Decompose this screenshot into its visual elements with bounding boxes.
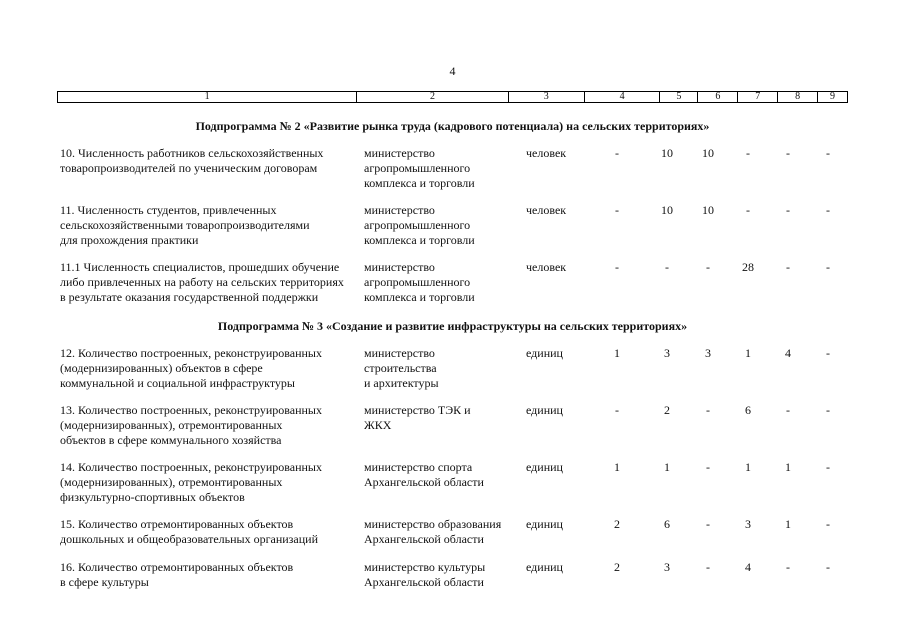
agency-line: министерство [364, 260, 435, 274]
value-col-6: - [706, 517, 710, 531]
unit: единиц [526, 517, 563, 531]
value-col-7: 4 [745, 560, 751, 574]
page-number: 4 [449, 64, 456, 78]
agency-line: министерство [364, 203, 435, 217]
value-col-4: 1 [614, 346, 620, 360]
indicator-name [60, 346, 358, 391]
unit: человек [526, 146, 567, 160]
header-col-8: 8 [778, 92, 818, 102]
indicator-name-line: 15. Количество отремонтированных объектов [60, 517, 294, 531]
value-col-8: - [786, 260, 790, 274]
value-col-7: 3 [745, 517, 751, 531]
value-col-9: - [826, 146, 830, 160]
indicator-name [60, 460, 358, 505]
header-col-4: 4 [585, 92, 661, 102]
header-col-1: 1 [58, 92, 357, 102]
responsible-agency [364, 203, 514, 248]
agency-line: комплекса и торговли [364, 290, 475, 304]
indicator-name-line: физкультурно-спортивных объектов [60, 490, 245, 504]
agency-line: Архангельской области [364, 475, 484, 489]
header-col-2: 2 [357, 92, 509, 102]
agency-line: агропромышленного [364, 218, 471, 232]
header-col-3: 3 [509, 92, 585, 102]
agency-line: министерство [364, 346, 435, 360]
indicator-name-line: в результате оказания государственной поддержки [60, 290, 319, 304]
agency-line: министерство [364, 146, 435, 160]
value-col-4: 1 [614, 460, 620, 474]
value-col-7: - [746, 146, 750, 160]
indicator-name-line: 13. Количество построенных, реконструированных [60, 403, 322, 417]
indicator-name [60, 403, 358, 448]
value-col-8: - [786, 403, 790, 417]
value-col-6: 10 [702, 146, 714, 160]
indicator-name [60, 203, 358, 248]
value-col-9: - [826, 517, 830, 531]
responsible-agency [364, 460, 514, 490]
header-col-5: 5 [660, 92, 698, 102]
unit: единиц [526, 403, 563, 417]
value-col-7: 6 [745, 403, 751, 417]
responsible-agency [364, 517, 514, 547]
agency-line: министерство ТЭК и [364, 403, 471, 417]
indicator-name-line: 14. Количество построенных, реконструированных [60, 460, 322, 474]
header-col-6: 6 [698, 92, 738, 102]
value-col-4: - [615, 260, 619, 274]
indicator-name-line: 16. Количество отремонтированных объектов [60, 560, 294, 574]
indicator-name-line: в сфере культуры [60, 575, 149, 589]
value-col-4: 2 [614, 560, 620, 574]
responsible-agency [364, 403, 514, 433]
indicator-name-line: 10. Численность работников сельскохозяйственных [60, 146, 324, 160]
value-col-5: 10 [661, 146, 673, 160]
value-col-7: 1 [745, 460, 751, 474]
indicator-name-line: для прохождения практики [60, 233, 199, 247]
value-col-7: 28 [742, 260, 754, 274]
value-col-7: - [746, 203, 750, 217]
agency-line: министерство образования [364, 517, 502, 531]
value-col-5: 2 [664, 403, 670, 417]
value-col-9: - [826, 560, 830, 574]
responsible-agency [364, 346, 514, 391]
indicator-name-line: коммунальной и социальной инфраструктуры [60, 376, 295, 390]
section-title-subprogram-3: Подпрограмма № 3 «Создание и развитие инфраструктуры на сельских территориях» [217, 319, 688, 333]
value-col-4: - [615, 146, 619, 160]
indicator-name-line: либо привлеченных на работу на сельских территориях [60, 275, 344, 289]
value-col-5: 1 [664, 460, 670, 474]
value-col-5: 3 [664, 560, 670, 574]
indicator-name-line: сельскохозяйственными товаропроизводителями [60, 218, 310, 232]
agency-line: комплекса и торговли [364, 233, 475, 247]
value-col-6: - [706, 260, 710, 274]
indicator-name-line: объектов в сфере коммунального хозяйства [60, 433, 282, 447]
agency-line: строительства [364, 361, 437, 375]
unit: человек [526, 260, 567, 274]
indicator-name [60, 146, 358, 176]
value-col-8: - [786, 203, 790, 217]
value-col-9: - [826, 203, 830, 217]
responsible-agency [364, 146, 514, 191]
agency-line: ЖКХ [364, 418, 392, 432]
value-col-5: - [665, 260, 669, 274]
indicator-name-line: товаропроизводителей по ученическим договорам [60, 161, 318, 175]
value-col-6: - [706, 460, 710, 474]
value-col-4: - [615, 403, 619, 417]
value-col-8: 1 [785, 460, 791, 474]
value-col-9: - [826, 346, 830, 360]
value-col-8: 1 [785, 517, 791, 531]
indicator-name-line: (модернизированных), отремонтированных [60, 475, 283, 489]
agency-line: Архангельской области [364, 575, 484, 589]
section-title-subprogram-2: Подпрограмма № 2 «Развитие рынка труда (кадрового потенциала) на сельских территориях» [195, 119, 710, 133]
indicator-name-line: (модернизированных) объектов в сфере [60, 361, 263, 375]
indicator-name-line: 12. Количество построенных, реконструированных [60, 346, 322, 360]
indicator-name-line: (модернизированных), отремонтированных [60, 418, 283, 432]
value-col-7: 1 [745, 346, 751, 360]
agency-line: агропромышленного [364, 275, 471, 289]
indicator-name-line: дошкольных и общеобразовательных организаций [60, 532, 319, 546]
value-col-9: - [826, 460, 830, 474]
value-col-5: 3 [664, 346, 670, 360]
unit: человек [526, 203, 567, 217]
value-col-6: 10 [702, 203, 714, 217]
indicator-name [60, 260, 358, 305]
value-col-8: - [786, 146, 790, 160]
value-col-4: 2 [614, 517, 620, 531]
indicator-name [60, 517, 358, 547]
header-col-7: 7 [738, 92, 778, 102]
unit: единиц [526, 460, 563, 474]
value-col-6: 3 [705, 346, 711, 360]
value-col-9: - [826, 260, 830, 274]
value-col-8: - [786, 560, 790, 574]
table-header-row [57, 91, 848, 103]
header-col-9: 9 [830, 91, 836, 102]
value-col-6: - [706, 403, 710, 417]
indicator-name-line: 11. Численность студентов, привлеченных [60, 203, 277, 217]
value-col-6: - [706, 560, 710, 574]
agency-line: комплекса и торговли [364, 176, 475, 190]
value-col-5: 6 [664, 517, 670, 531]
agency-line: министерство спорта [364, 460, 473, 474]
unit: единиц [526, 560, 563, 574]
responsible-agency [364, 560, 514, 590]
responsible-agency [364, 260, 514, 305]
value-col-4: - [615, 203, 619, 217]
unit: единиц [526, 346, 563, 360]
agency-line: министерство культуры [364, 560, 486, 574]
value-col-8: 4 [785, 346, 791, 360]
value-col-9: - [826, 403, 830, 417]
agency-line: и архитектуры [364, 376, 439, 390]
value-col-5: 10 [661, 203, 673, 217]
indicator-name-line: 11.1 Численность специалистов, прошедших обучение [60, 260, 340, 274]
agency-line: Архангельской области [364, 532, 484, 546]
agency-line: агропромышленного [364, 161, 471, 175]
indicator-name [60, 560, 358, 590]
